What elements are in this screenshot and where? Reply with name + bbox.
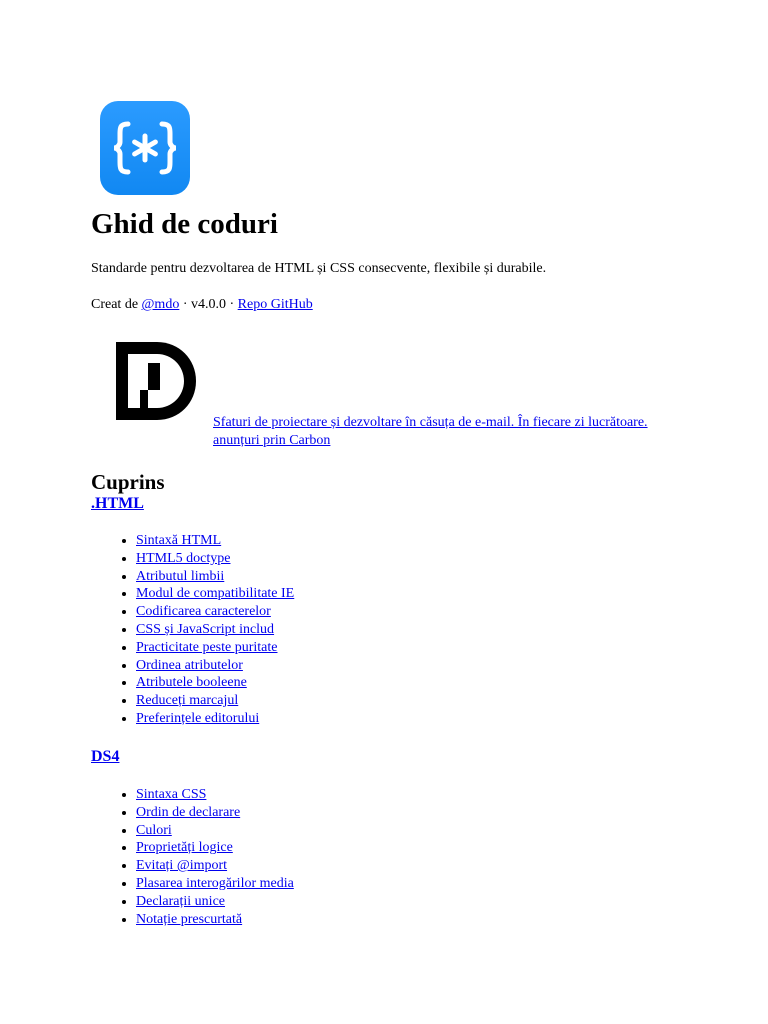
toc-list-css (91, 786, 294, 928)
ad-text (91, 414, 651, 450)
github-repo-link[interactable]: Repo GitHub (237, 297, 313, 312)
list-item (136, 674, 294, 692)
list-item (136, 639, 294, 657)
toc-heading: Cuprins (91, 470, 165, 494)
page-meta (91, 295, 313, 315)
list-item (136, 786, 294, 804)
toc-link[interactable]: Plasarea interogărilor media (136, 875, 294, 891)
toc-section-css (91, 747, 119, 767)
list-item (136, 568, 294, 586)
page-tagline: Standarde pentru dezvoltarea de HTML și CSS consecvente, flexibile și durabile. (91, 261, 547, 276)
toc-link[interactable]: Codificarea caracterelor (136, 604, 271, 620)
list-item (136, 839, 294, 857)
toc-link[interactable]: Modul de compatibilitate IE (136, 586, 295, 602)
toc-link[interactable]: Sintaxă HTML (136, 533, 222, 548)
toc-link[interactable]: Declarații unice (136, 893, 226, 909)
list-item (136, 657, 294, 675)
toc-link[interactable]: Atributele booleene (136, 675, 247, 691)
ad-link[interactable] (91, 414, 651, 450)
ad-via: anunțuri prin Carbon (213, 433, 331, 448)
toc-link[interactable]: Notație prescurtată (136, 911, 243, 927)
toc-link[interactable]: HTML5 doctype (136, 550, 231, 566)
list-item (136, 692, 294, 710)
toc-link[interactable]: Atributul limbii (136, 568, 225, 584)
created-by-label: Creat de (91, 297, 139, 312)
list-item (136, 532, 294, 550)
toc-list-html (91, 532, 294, 728)
toc-link[interactable]: Culori (136, 822, 172, 838)
toc-section-html (91, 494, 144, 514)
ad-message: Sfaturi de proiectare și dezvoltare în căsuța de e-mail. În fiecare zi lucrătoare. (213, 415, 648, 430)
toc-link[interactable]: Ordin de declarare (136, 804, 241, 820)
toc-link[interactable]: Preferințele editorului (136, 710, 260, 726)
toc-link[interactable]: CSS și JavaScript includ (136, 621, 275, 637)
list-item (136, 857, 294, 875)
list-item (136, 710, 294, 728)
toc-link[interactable]: Evitați @import (136, 858, 228, 874)
list-item (136, 911, 294, 929)
author-link[interactable]: @mdo (141, 297, 180, 312)
list-item (136, 621, 294, 639)
version-label: · v4.0.0 · (182, 297, 235, 312)
toc-section-html-link[interactable]: .HTML (91, 495, 144, 512)
list-item (136, 875, 294, 893)
toc-link[interactable]: Proprietăți logice (136, 840, 233, 856)
toc-section-css-link[interactable]: DS4 (91, 748, 120, 765)
app-logo (100, 101, 190, 195)
toc-link[interactable]: Practicitate peste puritate (136, 639, 278, 655)
toc-link[interactable]: Ordinea atributelor (136, 657, 243, 673)
list-item (136, 804, 294, 822)
list-item (136, 550, 294, 568)
toc-link[interactable]: Sintaxa CSS (136, 787, 207, 802)
curly-braces-asterisk-icon (110, 118, 180, 178)
page-title: Ghid de coduri (91, 208, 278, 240)
list-item (136, 822, 294, 840)
list-item (136, 893, 294, 911)
toc-link[interactable]: Reduceți marcajul (136, 693, 239, 709)
list-item (136, 603, 294, 621)
list-item (136, 585, 294, 603)
